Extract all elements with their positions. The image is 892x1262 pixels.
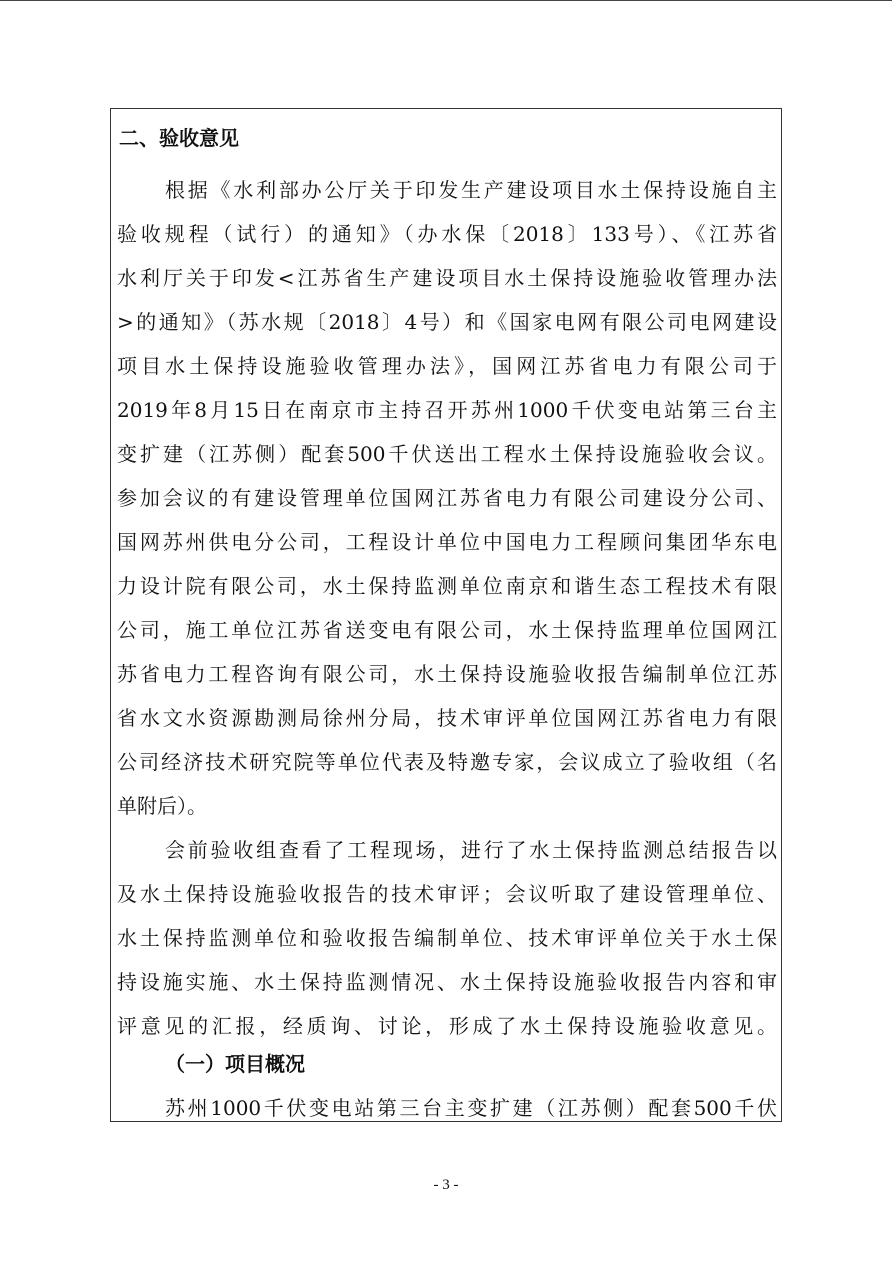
text-line: 公司经济技术研究院等单位代表及特邀专家，会议成立了验收组（名	[117, 750, 777, 774]
subsection-title: （一）项目概况	[165, 1052, 305, 1076]
text-line: 省水文水资源勘测局徐州分局，技术审评单位国网江苏省电力有限	[117, 706, 777, 730]
text-line: 国网苏州供电分公司，工程设计单位中国电力工程顾问集团华东电	[117, 530, 777, 554]
text-line: 会前验收组查看了工程现场，进行了水土保持监测总结报告以	[165, 838, 777, 862]
text-line: 验收规程（试行）的通知》（办水保〔2018〕133号）、《江苏省	[117, 222, 777, 246]
text-line: 2019年8月15日在南京市主持召开苏州1000千伏变电站第三台主	[117, 398, 777, 422]
text-line: 参加会议的有建设管理单位国网江苏省电力有限公司建设分公司、	[117, 486, 777, 510]
text-line: 水土保持监测单位和验收报告编制单位、技术审评单位关于水土保	[117, 926, 777, 950]
text-line: 水利厅关于印发<江苏省生产建设项目水土保持设施验收管理办法	[117, 266, 777, 290]
text-line: 变扩建（江苏侧）配套500千伏送出工程水土保持设施验收会议。	[117, 442, 777, 466]
text-line: 项目水土保持设施验收管理办法》，国网江苏省电力有限公司于	[117, 354, 777, 378]
content-frame	[110, 108, 782, 1122]
section-title: 二、验收意见	[119, 126, 239, 150]
text-line: 评意见的汇报，经质询、讨论，形成了水土保持设施验收意见。	[117, 1014, 777, 1038]
text-line: 根据《水利部办公厅关于印发生产建设项目水土保持设施自主	[165, 178, 777, 202]
text-line: 力设计院有限公司，水土保持监测单位南京和谐生态工程技术有限	[117, 574, 777, 598]
text-line: 苏省电力工程咨询有限公司，水土保持设施验收报告编制单位江苏	[117, 662, 777, 686]
text-line: 苏州1000千伏变电站第三台主变扩建（江苏侧）配套500千伏	[165, 1096, 777, 1120]
text-line: 公司，施工单位江苏省送变电有限公司，水土保持监理单位国网江	[117, 618, 777, 642]
text-line: 持设施实施、水土保持监测情况、水土保持设施验收报告内容和审	[117, 970, 777, 994]
page-number: - 3 -	[433, 1177, 459, 1193]
text-line: 单附后）。	[117, 794, 207, 818]
top-border-line	[0, 0, 892, 1]
text-line: >的通知》（苏水规〔2018〕4号）和《国家电网有限公司电网建设	[117, 310, 777, 334]
text-line: 及水土保持设施验收报告的技术审评；会议听取了建设管理单位、	[117, 882, 777, 906]
